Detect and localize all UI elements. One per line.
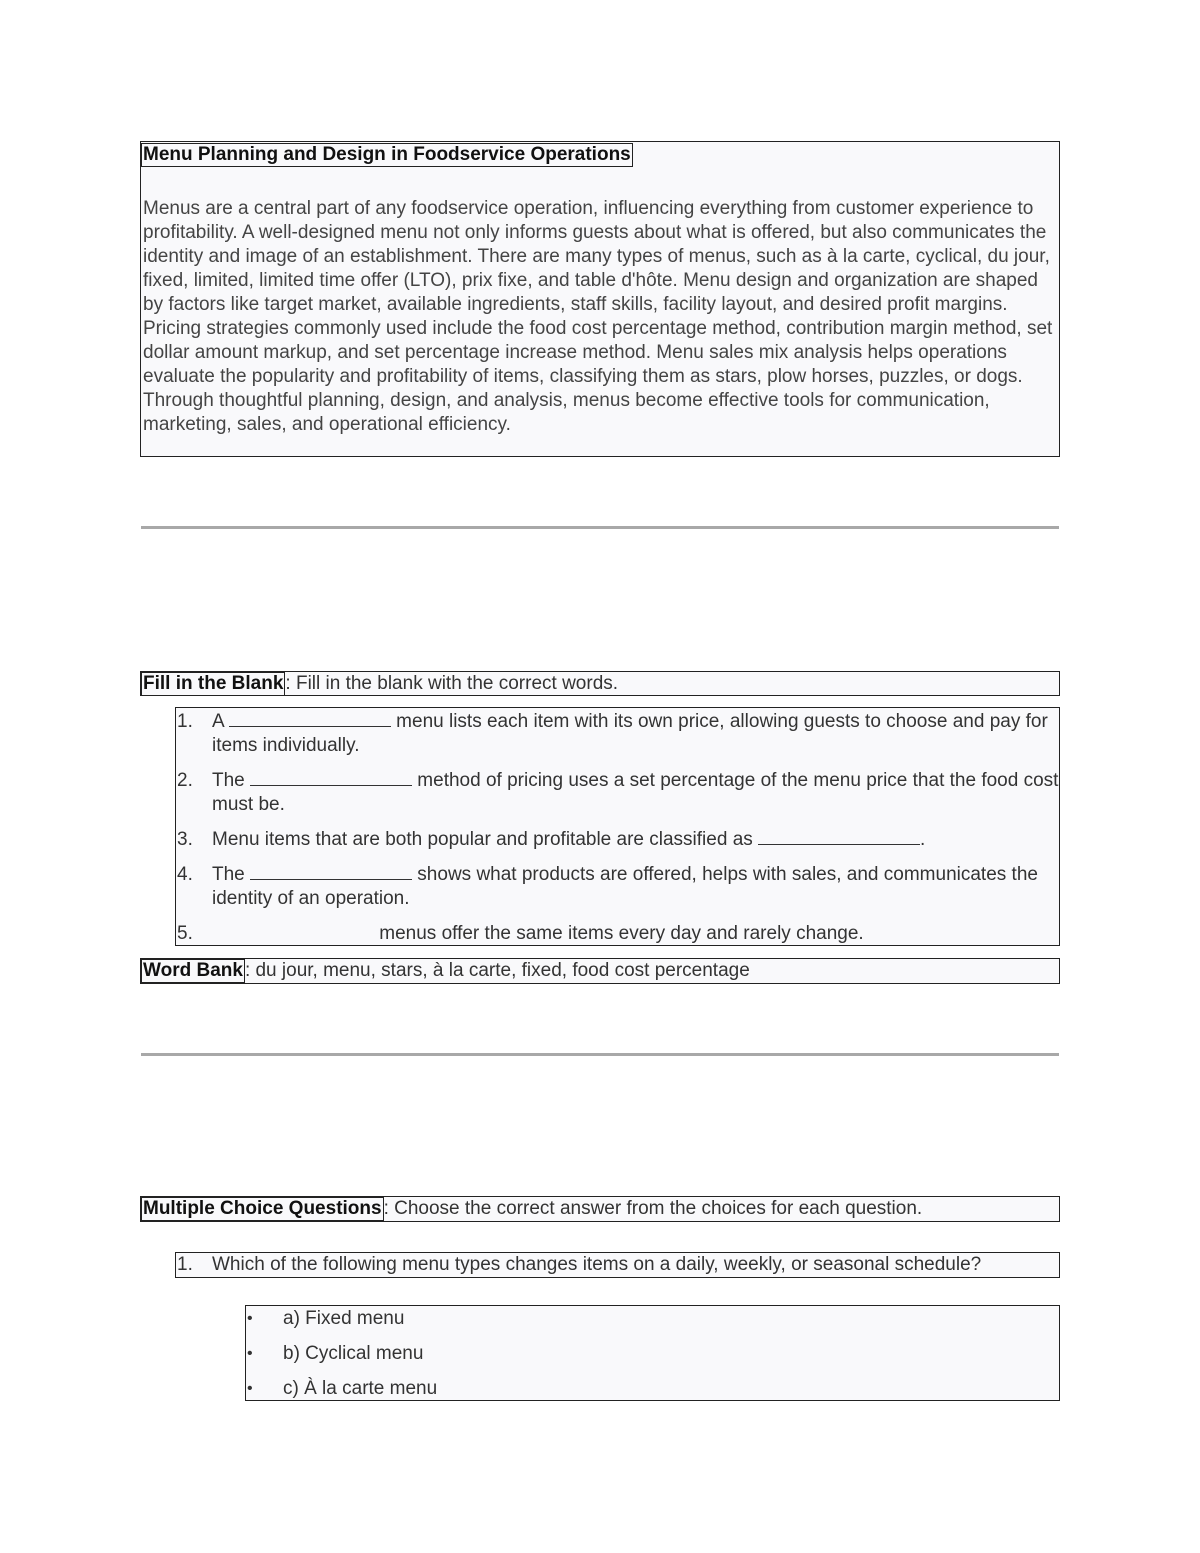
fill-in-blank-list xyxy=(175,707,1060,946)
list-item xyxy=(176,863,1059,911)
list-item xyxy=(176,1253,1059,1277)
list-item xyxy=(176,710,1059,758)
list-item xyxy=(176,769,1059,817)
item-text-after: . xyxy=(920,829,926,850)
multiple-choice-label: Multiple Choice Questions xyxy=(143,1198,382,1219)
answer-blank[interactable] xyxy=(250,769,412,786)
answer-blank[interactable] xyxy=(758,828,920,845)
option-text: c) À la carte menu xyxy=(283,1378,438,1399)
answer-option-c[interactable] xyxy=(246,1377,1059,1412)
answer-option-a[interactable] xyxy=(246,1307,1059,1342)
intro-section xyxy=(140,141,1060,457)
item-text-after: menu lists each item with its own price, allowing guests to choose and pay for items individually. xyxy=(212,711,1048,756)
item-text-after: shows what products are offered, helps with sales, and communicates the identity of an operation. xyxy=(212,864,1038,909)
multiple-choice-header xyxy=(140,1196,1060,1222)
item-number: 1. xyxy=(177,711,193,732)
bullet-icon: • xyxy=(247,1345,253,1362)
option-text: b) Cyclical menu xyxy=(283,1343,424,1364)
section-divider xyxy=(141,1053,1059,1056)
word-bank-words: : du jour, menu, stars, à la carte, fixed, food cost percentage xyxy=(244,960,750,981)
item-text-before: The xyxy=(212,864,251,885)
fill-in-blank-label: Fill in the Blank xyxy=(143,673,284,694)
item-number: 5. xyxy=(177,923,193,944)
item-text-after: menus offer the same items every day and rarely change. xyxy=(374,923,864,944)
question-text: Which of the following menu types changes items on a daily, weekly, or seasonal schedule? xyxy=(212,1254,982,1275)
answer-options xyxy=(245,1305,1060,1401)
intro-paragraph: Menus are a central part of any foodservice operation, influencing everything from customer experience to profitability. A well-designed menu not only informs guests about what is offered, but also communicates the identity and image of an establishment. There are many types of menus, such as à la carte, cyclical, du jour, fixed, limited, limited time offer (LTO), prix fixe, and table d'hôte. Menu design and organization are shaped by factors like target market, available ingredients, staff skills, facility layout, and desired profit margins. Pricing strategies commonly used include the food cost percentage method, contribution margin method, set dollar amount markup, and set percentage increase method. Menu sales mix analysis helps operations evaluate the popularity and profitability of items, classifying them as stars, plow horses, puzzles, or dogs. Through thoughtful planning, design, and analysis, menus become effective tools for communication, marketing, sales, and operational efficiency. xyxy=(143,198,1053,435)
list-item xyxy=(176,922,1059,946)
answer-blank[interactable] xyxy=(250,863,412,880)
item-text-before: Menu items that are both popular and profitable are classified as xyxy=(212,829,759,850)
question-number: 1. xyxy=(177,1254,193,1275)
item-text-before: A xyxy=(212,711,229,732)
answer-option-b[interactable] xyxy=(246,1342,1059,1377)
item-number: 3. xyxy=(177,829,193,850)
word-bank xyxy=(140,958,1060,984)
bullet-icon: • xyxy=(247,1380,253,1397)
item-text-after: method of pricing uses a set percentage of the menu price that the food cost must be. xyxy=(212,770,1059,815)
fill-in-blank-header xyxy=(140,671,1060,696)
list-item xyxy=(176,828,1059,852)
question-1 xyxy=(175,1252,1060,1278)
section-divider xyxy=(141,526,1059,529)
intro-title: Menu Planning and Design in Foodservice Operations xyxy=(143,144,631,165)
item-number: 4. xyxy=(177,864,193,885)
answer-blank[interactable] xyxy=(229,710,391,727)
item-number: 2. xyxy=(177,770,193,791)
option-text: a) Fixed menu xyxy=(283,1308,405,1329)
multiple-choice-instruction: : Choose the correct answer from the choices for each question. xyxy=(383,1198,923,1219)
fill-in-blank-instruction: : Fill in the blank with the correct words. xyxy=(285,673,619,694)
item-text-before: The xyxy=(212,770,251,791)
bullet-icon: • xyxy=(247,1310,253,1327)
word-bank-label: Word Bank xyxy=(143,960,243,981)
